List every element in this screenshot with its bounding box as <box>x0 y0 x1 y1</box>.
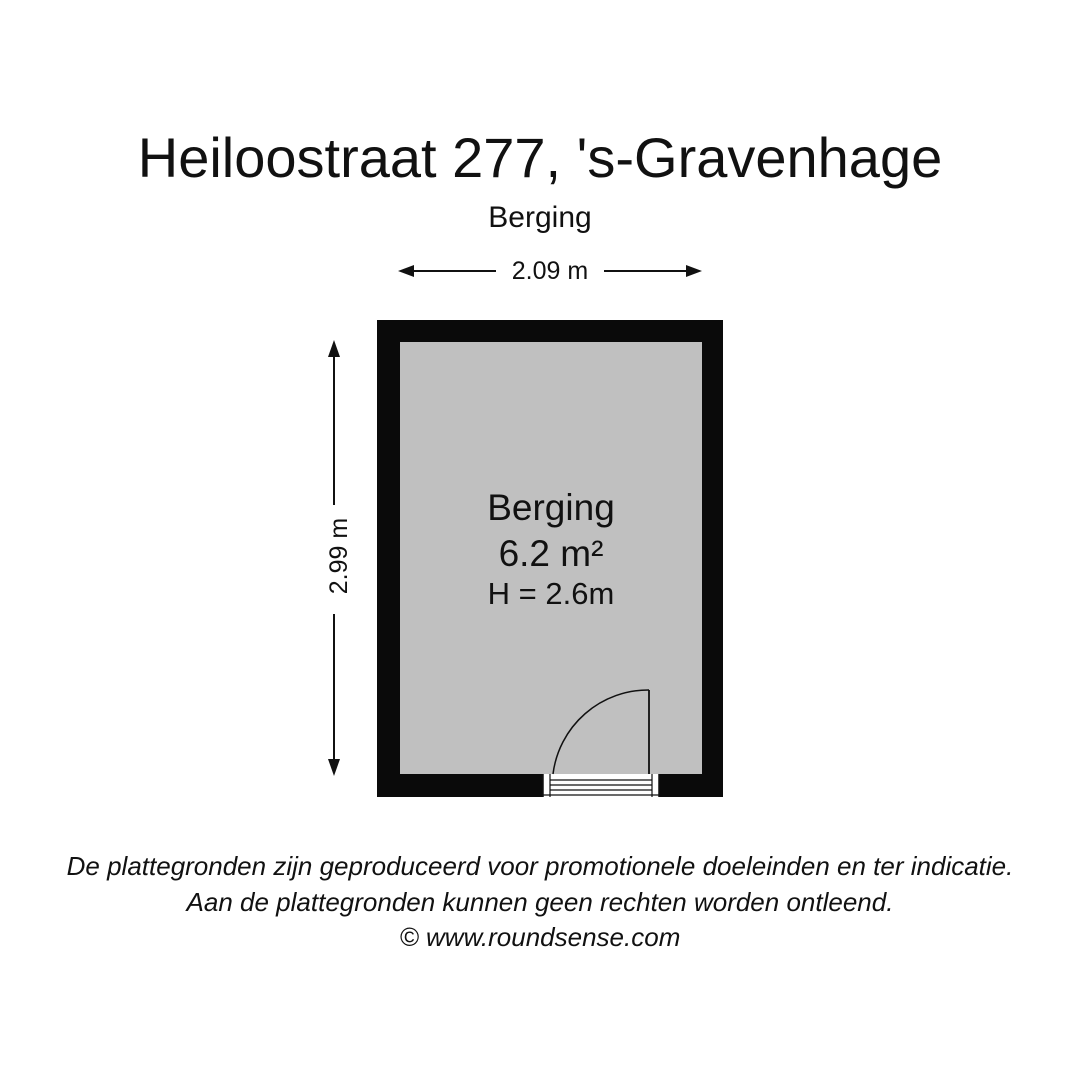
room-area: 6.2 m² <box>498 533 604 574</box>
disclaimer-line-2: Aan de plattegronden kunnen geen rechten worden ontleend. <box>186 887 894 917</box>
disclaimer-line-1: De plattegronden zijn geproduceerd voor promotionele doeleinden en ter indicatie. <box>66 851 1014 881</box>
arrow-right-icon <box>686 265 702 277</box>
arrow-left-icon <box>398 265 414 277</box>
room-height: H = 2.6m <box>487 576 615 611</box>
page-title: Heiloostraat 277, 's-Gravenhage <box>137 126 943 189</box>
depth-dimension-label: 2.99 m <box>324 506 354 606</box>
room-name: Berging <box>487 487 615 528</box>
width-dimension-label: 2.09 m <box>500 256 600 286</box>
copyright-line: © www.roundsense.com <box>399 922 681 952</box>
arrow-down-icon <box>328 759 340 776</box>
floor-subtitle: Berging <box>488 201 592 234</box>
arrow-up-icon <box>328 340 340 357</box>
